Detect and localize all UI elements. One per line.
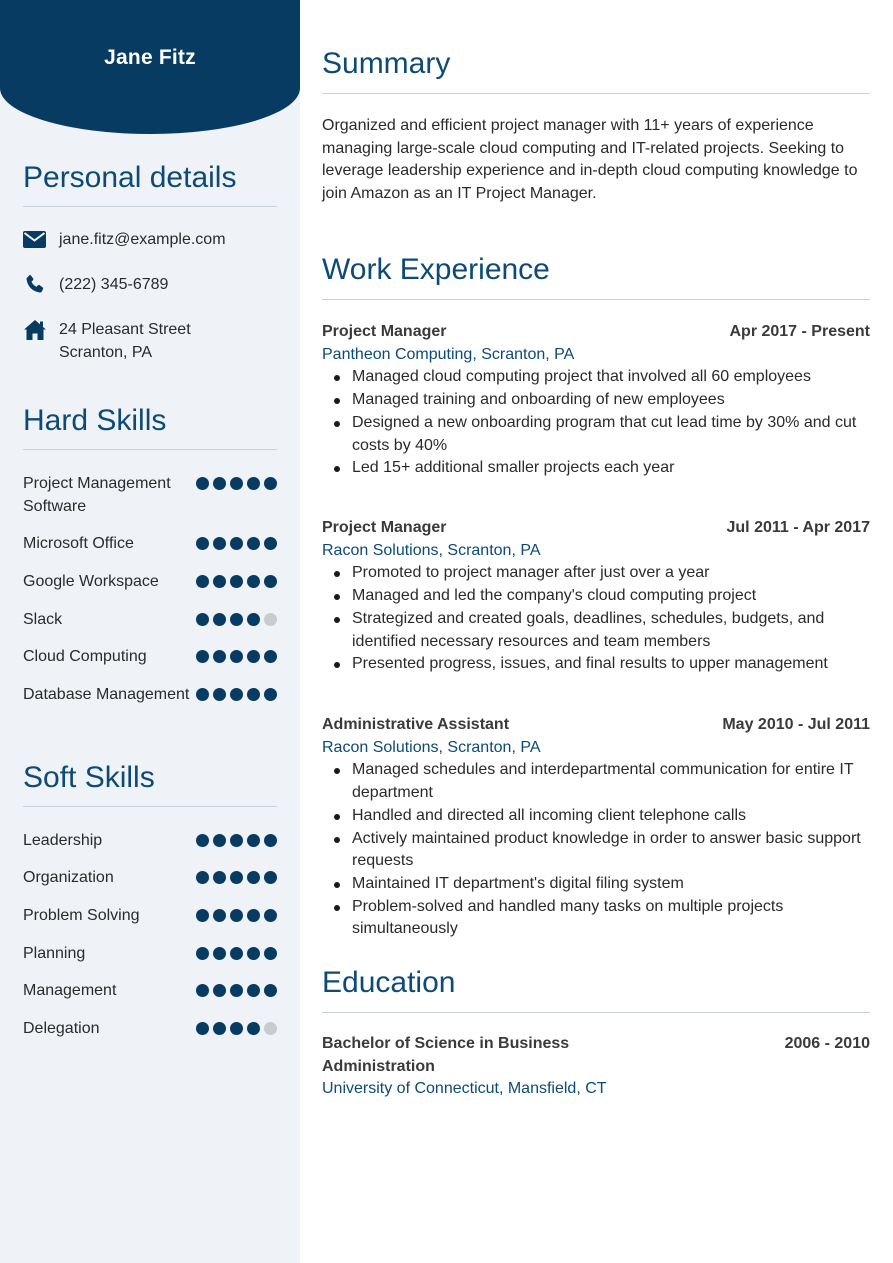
list-item: Strategized and created goals, deadlines, schedules, budgets, and identified necessary resources and team members: [322, 608, 870, 653]
skill-rating: [196, 979, 277, 997]
rating-dot-filled: [213, 1022, 226, 1035]
summary-section: [322, 46, 870, 94]
rating-dot-filled: [264, 834, 277, 847]
soft-skills-heading: Soft Skills: [23, 761, 155, 794]
rating-dot-filled: [213, 613, 226, 626]
job-entry: [322, 321, 870, 480]
rating-dot-filled: [247, 871, 260, 884]
job-bullets: [322, 562, 870, 676]
job-dates: Apr 2017 - Present: [729, 323, 870, 340]
skill-rating: [196, 829, 277, 847]
phone-text: (222) 345-6789: [59, 276, 169, 293]
divider: [322, 93, 870, 94]
rating-dot-filled: [264, 575, 277, 588]
rating-dot-filled: [230, 947, 243, 960]
skill-rating: [196, 570, 277, 588]
skill-name: Microsoft Office: [23, 535, 134, 552]
rating-dot-filled: [213, 834, 226, 847]
list-item: Maintained IT department's digital filing system: [322, 873, 870, 896]
rating-dot-filled: [230, 613, 243, 626]
address-line-1: 24 Pleasant Street: [59, 321, 191, 338]
rating-dot-filled: [247, 1022, 260, 1035]
personal-details-section: [23, 160, 277, 207]
education-dates: 2006 - 2010: [784, 1035, 870, 1052]
job-entry: [322, 714, 870, 941]
skill-name: Problem Solving: [23, 907, 140, 924]
rating-dot-filled: [196, 834, 209, 847]
skill-name: Organization: [23, 869, 114, 886]
list-item: Led 15+ additional smaller projects each year: [322, 457, 870, 480]
education-heading: Education: [322, 966, 456, 999]
skill-rating: [196, 472, 277, 490]
divider: [23, 206, 277, 207]
rating-dot-filled: [247, 834, 260, 847]
rating-dot-filled: [247, 575, 260, 588]
rating-dot-filled: [196, 984, 209, 997]
address-text: [59, 318, 191, 364]
rating-dot-filled: [230, 537, 243, 550]
education-entry: [322, 1033, 870, 1101]
summary-heading: Summary: [322, 47, 451, 80]
job-bullets: [322, 366, 870, 480]
work-experience-section: [322, 252, 870, 300]
rating-dot-filled: [247, 909, 260, 922]
rating-dot-filled: [196, 871, 209, 884]
home-icon: [23, 318, 47, 341]
rating-dot-filled: [264, 477, 277, 490]
job-bullets: [322, 759, 870, 941]
rating-dot-filled: [196, 650, 209, 663]
list-item: Managed schedules and interdepartmental communication for entire IT department: [322, 759, 870, 804]
divider: [23, 806, 277, 807]
rating-dot-filled: [264, 909, 277, 922]
divider: [23, 449, 277, 450]
rating-dot-filled: [247, 537, 260, 550]
list-item: Managed training and onboarding of new employees: [322, 389, 870, 412]
soft-skills-section: [23, 760, 277, 807]
address-line-2: Scranton, PA: [59, 344, 153, 361]
rating-dot-filled: [264, 537, 277, 550]
skill-name: Google Workspace: [23, 573, 159, 590]
skill-row: [23, 472, 277, 518]
divider: [322, 299, 870, 300]
personal-details-heading: Personal details: [23, 161, 237, 194]
education-section: [322, 965, 870, 1013]
skill-name: Database Management: [23, 686, 190, 703]
rating-dot-filled: [264, 650, 277, 663]
rating-dot-empty: [264, 613, 277, 626]
rating-dot-filled: [230, 575, 243, 588]
skill-rating: [196, 904, 277, 922]
skill-row: [23, 942, 277, 965]
rating-dot-filled: [230, 477, 243, 490]
job-dates: Jul 2011 - Apr 2017: [726, 519, 870, 536]
summary-text: Organized and efficient project manager with 11+ years of experience managing large-scale cloud computing and IT-related projects. Seeking to leverage leadership experience and in-depth cloud computing knowledge to join Amazon as an IT Project Manager.: [322, 117, 858, 202]
skill-row: [23, 866, 277, 889]
skill-name: Delegation: [23, 1020, 100, 1037]
rating-dot-filled: [196, 477, 209, 490]
work-experience-heading: Work Experience: [322, 253, 550, 286]
rating-dot-filled: [213, 947, 226, 960]
rating-dot-filled: [213, 871, 226, 884]
list-item: Promoted to project manager after just over a year: [322, 562, 870, 585]
rating-dot-filled: [230, 909, 243, 922]
skill-rating: [196, 866, 277, 884]
rating-dot-filled: [264, 984, 277, 997]
rating-dot-filled: [213, 537, 226, 550]
rating-dot-filled: [264, 947, 277, 960]
rating-dot-filled: [196, 947, 209, 960]
skill-rating: [196, 683, 277, 701]
rating-dot-filled: [213, 984, 226, 997]
rating-dot-filled: [247, 613, 260, 626]
rating-dot-filled: [230, 650, 243, 663]
list-item: Handled and directed all incoming client telephone calls: [322, 805, 870, 828]
job-dates: May 2010 - Jul 2011: [722, 716, 870, 733]
list-item: Designed a new onboarding program that cut lead time by 30% and cut costs by 40%: [322, 412, 870, 457]
job-title: Administrative Assistant: [322, 716, 510, 733]
rating-dot-filled: [213, 477, 226, 490]
rating-dot-filled: [230, 834, 243, 847]
list-item: Managed and led the company's cloud computing project: [322, 585, 870, 608]
job-title: Project Manager: [322, 323, 447, 340]
skill-row: [23, 570, 277, 593]
rating-dot-filled: [230, 1022, 243, 1035]
rating-dot-filled: [213, 909, 226, 922]
list-item: Problem-solved and handled many tasks on multiple projects simultaneously: [322, 896, 870, 941]
rating-dot-filled: [247, 688, 260, 701]
degree: Bachelor of Science in Business Administration: [322, 1035, 570, 1075]
rating-dot-filled: [247, 947, 260, 960]
candidate-name: Jane Fitz: [104, 46, 196, 69]
rating-dot-empty: [264, 1022, 277, 1035]
skill-name: Planning: [23, 945, 86, 962]
rating-dot-filled: [230, 688, 243, 701]
job-company: Racon Solutions, Scranton, PA: [322, 541, 541, 559]
school: University of Connecticut, Mansfield, CT: [322, 1080, 607, 1098]
job-title: Project Manager: [322, 519, 447, 536]
rating-dot-filled: [264, 688, 277, 701]
rating-dot-filled: [196, 688, 209, 701]
job-company: Pantheon Computing, Scranton, PA: [322, 345, 575, 363]
rating-dot-filled: [247, 650, 260, 663]
skill-row: [23, 645, 277, 668]
hard-skills-section: [23, 403, 277, 450]
rating-dot-filled: [196, 613, 209, 626]
rating-dot-filled: [264, 871, 277, 884]
rating-dot-filled: [196, 909, 209, 922]
list-item: Actively maintained product knowledge in order to answer basic support requests: [322, 828, 870, 873]
skill-row: [23, 904, 277, 927]
contact-email: [23, 228, 277, 251]
skill-rating: [196, 645, 277, 663]
rating-dot-filled: [213, 688, 226, 701]
rating-dot-filled: [196, 537, 209, 550]
skill-rating: [196, 942, 277, 960]
skill-name: Slack: [23, 611, 63, 628]
skill-rating: [196, 532, 277, 550]
rating-dot-filled: [230, 871, 243, 884]
skill-row: [23, 532, 277, 555]
skill-name: Project Management Software: [23, 475, 171, 515]
skill-row: [23, 829, 277, 852]
contact-address: [23, 318, 277, 364]
hard-skills-heading: Hard Skills: [23, 404, 167, 437]
skill-name: Cloud Computing: [23, 648, 147, 665]
rating-dot-filled: [213, 575, 226, 588]
skill-row: [23, 979, 277, 1002]
skill-row: [23, 683, 277, 706]
phone-icon: [23, 273, 47, 296]
rating-dot-filled: [196, 575, 209, 588]
divider: [322, 1012, 870, 1013]
skill-rating: [196, 608, 277, 626]
contact-phone: [23, 273, 277, 296]
email-text: jane.fitz@example.com: [59, 231, 226, 248]
rating-dot-filled: [247, 984, 260, 997]
job-entry: [322, 517, 870, 676]
skill-row: [23, 1017, 277, 1040]
rating-dot-filled: [247, 477, 260, 490]
rating-dot-filled: [230, 984, 243, 997]
rating-dot-filled: [196, 1022, 209, 1035]
envelope-icon: [23, 228, 47, 251]
skill-rating: [196, 1017, 277, 1035]
list-item: Managed cloud computing project that involved all 60 employees: [322, 366, 870, 389]
skill-name: Leadership: [23, 832, 103, 849]
job-company: Racon Solutions, Scranton, PA: [322, 738, 541, 756]
list-item: Presented progress, issues, and final results to upper management: [322, 653, 870, 676]
skill-name: Management: [23, 982, 117, 999]
rating-dot-filled: [213, 650, 226, 663]
skill-row: [23, 608, 277, 631]
